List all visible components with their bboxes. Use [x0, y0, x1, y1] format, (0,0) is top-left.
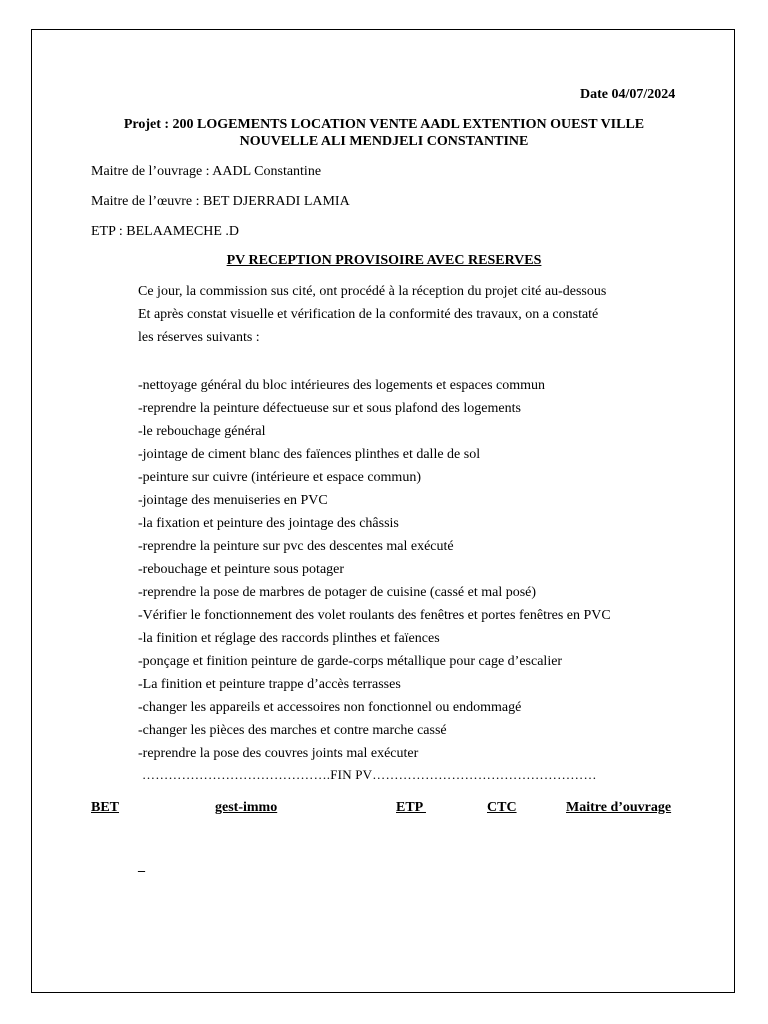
reserve-item: -reprendre la pose des couvres joints mal exécuter [138, 746, 419, 761]
signatory-gest-immo: gest-immo [215, 800, 278, 815]
reserves-list [138, 374, 611, 765]
signatory-ctc: CTC [487, 800, 517, 815]
reserve-item: -changer les appareils et accessoires non fonctionnel ou endommagé [138, 700, 522, 715]
reserve-item: -ponçage et finition peinture de garde-corps métallique pour cage d’escalier [138, 654, 563, 669]
signatory-maitre-ouvrage: Maitre d’ouvrage [566, 800, 672, 815]
reserve-item: -la finition et réglage des raccords plinthes et faïences [138, 631, 440, 646]
reserve-item: -jointage des menuiseries en PVC [138, 493, 328, 508]
reserve-item: -changer les pièces des marches et contre marche cassé [138, 723, 447, 738]
reserve-item: -le rebouchage général [138, 424, 266, 439]
reserve-item: -reprendre la peinture sur pvc des descentes mal exécuté [138, 539, 454, 554]
document-date: Date 04/07/2024 [580, 87, 676, 102]
maitre-ouvrage-line: Maitre de l’ouvrage : AADL Constantine [91, 164, 322, 179]
maitre-oeuvre-line: Maitre de l’œuvre : BET DJERRADI LAMIA [91, 194, 350, 209]
signatory-bet: BET [91, 800, 120, 815]
etp-line: ETP : BELAAMECHE .D [91, 224, 240, 239]
reserve-item: -peinture sur cuivre (intérieure et espace commun) [138, 470, 421, 485]
signature-mark: _ [138, 859, 145, 874]
fin-pv-line: …………………………………….FIN PV…………………………………………… [142, 767, 597, 782]
reserve-item: -reprendre la peinture défectueuse sur et sous plafond des logements [138, 401, 521, 416]
intro-line: Et après constat visuelle et vérification de la conformité des travaux, on a constaté [138, 307, 599, 322]
project-title: Projet : 200 LOGEMENTS LOCATION VENTE AADL EXTENTION OUEST VILLE NOUVELLE ALI MENDJELI CONSTANTINE [123, 117, 645, 149]
reserve-item: -la fixation et peinture des jointage des châssis [138, 516, 399, 531]
pv-title: PV RECEPTION PROVISOIRE AVEC RESERVES [226, 253, 542, 268]
reserve-item: -rebouchage et peinture sous potager [138, 562, 345, 577]
intro-line: Ce jour, la commission sus cité, ont procédé à la réception du projet cité au-dessous [138, 284, 607, 299]
reserve-item: -Vérifier le fonctionnement des volet roulants des fenêtres et portes fenêtres en PVC [138, 608, 611, 623]
reserve-item: -reprendre la pose de marbres de potager de cuisine (cassé et mal posé) [138, 585, 537, 600]
intro-line: les réserves suivants : [138, 330, 260, 345]
reserve-item: -nettoyage général du bloc intérieures des logements et espaces commun [138, 378, 546, 393]
signatory-etp: ETP [396, 800, 426, 815]
reserve-item: -jointage de ciment blanc des faïences plinthes et dalle de sol [138, 447, 481, 462]
reserve-item: -La finition et peinture trappe d’accès terrasses [138, 677, 401, 692]
